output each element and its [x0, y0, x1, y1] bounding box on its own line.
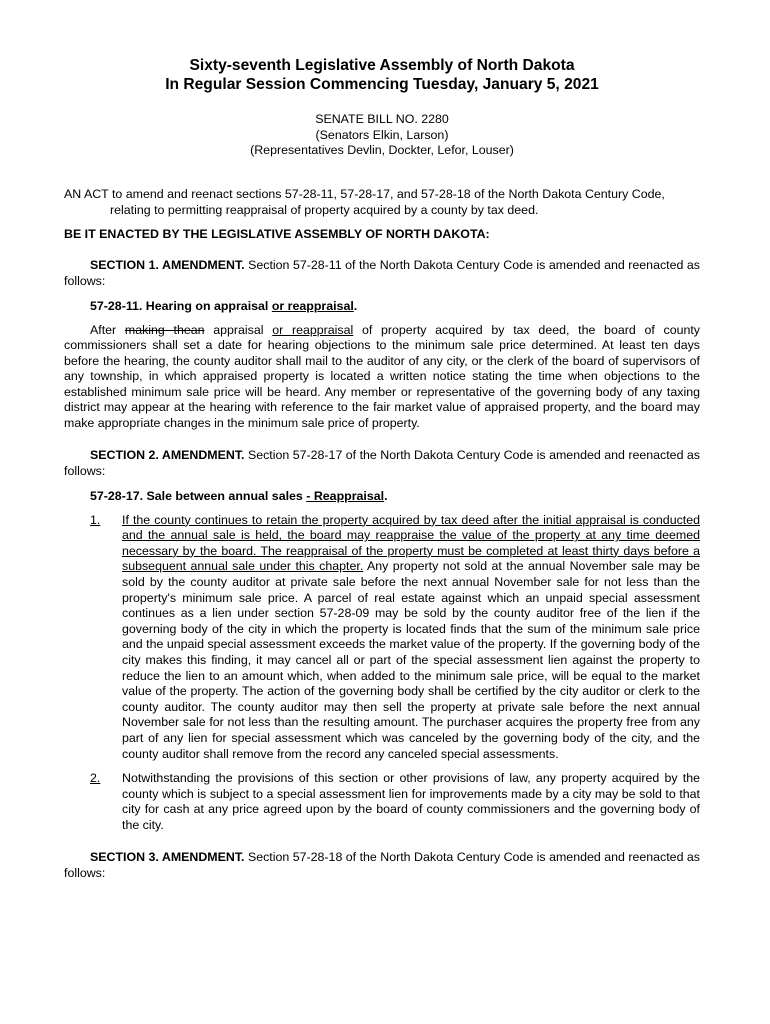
- heading-text: 57-28-17. Sale between annual sales: [90, 488, 307, 503]
- subsection-number: 2.: [90, 771, 101, 786]
- subsection-1: [64, 513, 700, 763]
- body-rest: of property acquired by tax deed, the board of county commissioners shall set a date for hearing objections to the minimum sale price determined. At least ten days before the hearing, the county auditor shall mail to the auditor of any city, or the clerk of the board of supervisors of any township, in which appraised property is located a written notice stating the time when objections to the established minimum sale price will be heard. Any member or representative of the governing body of any taxing district may appear at the hearing with reference to the fair market value of appraised property, and the board may make appropriate changes in the minimum sale price of property.: [64, 322, 701, 431]
- senators: (Senators Elkin, Larson): [315, 127, 449, 142]
- heading-inserted-text: - Reappraisal: [306, 488, 385, 503]
- document-title: [64, 56, 700, 94]
- section-2-heading: [64, 488, 700, 504]
- section-2-label: SECTION 2. AMENDMENT.: [90, 447, 245, 462]
- title-line-1: Sixty-seventh Legislative Assembly of North Dakota: [189, 57, 575, 74]
- section-1-heading: [64, 298, 700, 314]
- heading-inserted-text: or reappraisal: [271, 298, 354, 313]
- section-1-intro: [64, 257, 700, 289]
- body-start: After: [90, 322, 125, 337]
- bill-info: [64, 112, 700, 159]
- heading-period: .: [353, 298, 358, 313]
- section-2-intro: [64, 447, 700, 479]
- subsection-text: Any property not sold at the annual November sale may be sold by the county auditor at private sale before the next annual November sale for not less than the property's minimum sale price. A parcel of real estate against which an unpaid special assessment continues as a lien under section 57-28-09 may be sold by the county auditor free of the lien if the governing body of the city in which the property is located finds that the sum of the minimum sale price and the unpaid special assessment exceeds the market value of the property. If the governing body of the city makes this finding, it may cancel all or part of the special assessment lien against the property to reduce the lien to an amount which, when added to the minimum sale price, will be equal to the market value of the property. The action of the governing body shall be certified by the city auditor or clerk to the county auditor. The county auditor may then sell the property at private sale before the next annual November sale for not less than the resulting amount. The purchaser acquires the property free from any part of any lien for special assessment which was canceled by the governing body of the city, and the county auditor shall remove from the record any canceled special assessments.: [122, 559, 700, 761]
- section-3-intro: [64, 849, 700, 881]
- bill-number: SENATE BILL NO. 2280: [315, 112, 449, 126]
- section-2-text: Section 57-28-17 of the North Dakota Century Code is amended and reenacted as follows:: [64, 447, 701, 478]
- title-line-2: In Regular Session Commencing Tuesday, January 5, 2021: [165, 76, 599, 93]
- act-title: AN ACT to amend and reenact sections 57-28-11, 57-28-17, and 57-28-18 of the North Dakota Century Code, relating to permitting reappraisal of property acquired by a county by tax deed.: [64, 186, 665, 217]
- section-1-text: Section 57-28-11 of the North Dakota Century Code is amended and reenacted as follows:: [64, 257, 700, 288]
- section-3-text: Section 57-28-18 of the North Dakota Century Code is amended and reenacted as follows:: [64, 849, 701, 880]
- subsection-2: [64, 771, 700, 833]
- inserted-text: If the county continues to retain the property acquired by tax deed after the initial appraisal is conducted and the annual sale is held, the board may reappraise the value of the property at any time deemed necessary by the board. The reappraisal of the property must be completed at least thirty days before a subsequent annual sale under this chapter.: [122, 512, 700, 574]
- representatives: (Representatives Devlin, Dockter, Lefor, Louser): [250, 143, 514, 157]
- struck-text: making thean: [124, 322, 205, 337]
- subsection-number: 1.: [90, 512, 101, 527]
- section-1-label: SECTION 1. AMENDMENT.: [90, 257, 245, 272]
- section-1-body: [64, 323, 700, 432]
- inserted-reappraisal: or reappraisal: [272, 322, 354, 337]
- heading-text: 57-28-11. Hearing on appraisal: [90, 298, 269, 313]
- body-mid: appraisal: [204, 322, 273, 337]
- enacting-clause: BE IT ENACTED BY THE LEGISLATIVE ASSEMBLY OF NORTH DAKOTA:: [64, 226, 490, 241]
- section-3-label: SECTION 3. AMENDMENT.: [90, 849, 245, 864]
- subsection-text: Notwithstanding the provisions of this section or other provisions of law, any property acquired by the county which is subject to a special assessment lien for improvements made by a city may be sold to that city for cash at any price agreed upon by the board of county commissioners and the governing body of the city.: [122, 771, 700, 832]
- heading-period: .: [384, 488, 388, 503]
